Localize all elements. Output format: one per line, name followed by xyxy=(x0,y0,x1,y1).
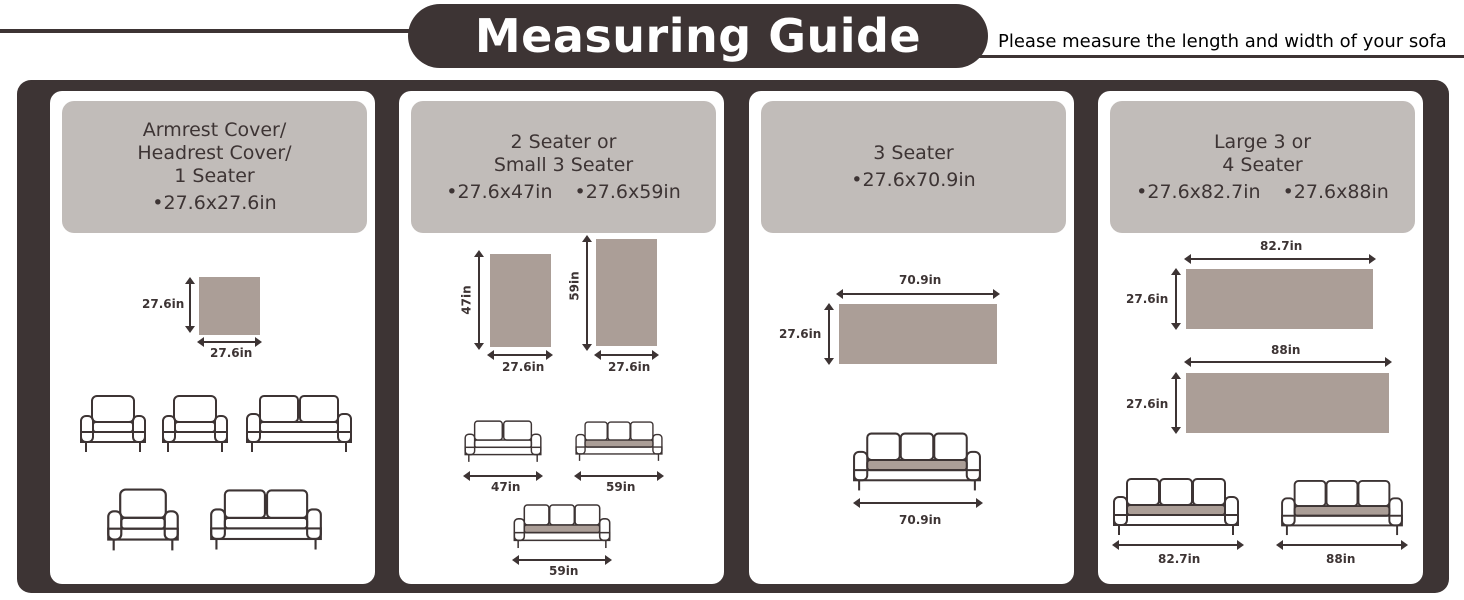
small-sofa-icon xyxy=(574,414,664,469)
three-seater-sofa-icon xyxy=(1110,477,1242,537)
dimension-arrow xyxy=(489,354,551,356)
panel-3-length-label: 70.9in xyxy=(899,273,942,287)
dimension-arrow xyxy=(596,354,657,356)
panel-1-title: Armrest Cover/ Headrest Cover/ 1 Seater xyxy=(137,119,292,187)
dimension-arrow xyxy=(1175,270,1177,328)
small-sofa-icon xyxy=(512,499,612,554)
panel-2-size-2: •27.6x59in xyxy=(574,180,681,203)
loveseat-icon xyxy=(463,414,543,469)
panel-4-seater xyxy=(1098,91,1423,584)
panel-1-size-1: •27.6x27.6in xyxy=(152,192,277,214)
cover-shape-a xyxy=(490,254,551,347)
armchair-icon xyxy=(105,487,181,553)
panel-3-sizes xyxy=(851,169,975,192)
dimension-arrow xyxy=(586,237,588,349)
cover-shape xyxy=(839,304,997,364)
four-seater-sofa-icon xyxy=(1276,479,1408,537)
loveseat-icon xyxy=(244,394,354,454)
panel-3-title: 3 Seater xyxy=(873,142,954,164)
cover-shape-b xyxy=(1186,373,1389,433)
panel-2-title: 2 Seater or Small 3 Seater xyxy=(493,130,634,176)
panel-4-title: Large 3 or 4 Seater xyxy=(1213,130,1312,176)
panel-3-seater xyxy=(749,91,1074,584)
panel-2-b-width-label: 27.6in xyxy=(608,360,651,374)
armchair-icon xyxy=(160,394,230,454)
panel-3-sofa-label: 70.9in xyxy=(899,513,942,527)
panel-2-seater xyxy=(399,91,724,584)
panel-4-sizes xyxy=(1136,181,1389,204)
three-seater-sofa-icon xyxy=(851,431,983,493)
dimension-arrow xyxy=(855,502,981,504)
dimension-arrow xyxy=(465,475,541,477)
panel-3-width-label: 27.6in xyxy=(779,327,822,341)
panel-2-sofa-a-label: 47in xyxy=(491,480,521,494)
armchair-icon xyxy=(78,394,148,454)
panel-4-sofa-b-label: 88in xyxy=(1326,552,1356,566)
cover-shape-a xyxy=(1186,269,1373,329)
dimension-arrow xyxy=(838,293,998,295)
dimension-arrow xyxy=(1186,361,1390,363)
dimension-arrow xyxy=(576,475,662,477)
dimension-arrow xyxy=(189,279,191,331)
panel-3-header xyxy=(761,101,1066,233)
panel-4-sofa-a-label: 82.7in xyxy=(1158,552,1201,566)
dimension-arrow xyxy=(1278,544,1406,546)
panel-1-seater xyxy=(50,91,375,584)
panel-4-a-width-label: 27.6in xyxy=(1126,292,1169,306)
page-title: Measuring Guide xyxy=(408,4,988,68)
header-rule-right xyxy=(976,55,1464,58)
dimension-arrow xyxy=(828,305,830,363)
panel-1-width-label: 27.6in xyxy=(142,297,185,311)
panel-2-sofa-b-label: 59in xyxy=(606,480,636,494)
panel-4-b-length-label: 88in xyxy=(1271,343,1301,357)
square-cover-shape xyxy=(199,277,260,335)
panel-4-size-1: •27.6x82.7in xyxy=(1136,180,1261,203)
panel-1-header xyxy=(62,101,367,233)
panel-2-sofa-c-label: 59in xyxy=(549,564,579,578)
panel-2-sizes xyxy=(446,181,681,204)
dimension-arrow xyxy=(199,341,260,343)
panel-1-length-label: 27.6in xyxy=(210,346,253,360)
panel-2-a-length-label: 47in xyxy=(459,285,474,315)
panel-4-b-width-label: 27.6in xyxy=(1126,397,1169,411)
panel-2-header xyxy=(411,101,716,233)
dimension-arrow xyxy=(514,559,610,561)
panel-2-b-length-label: 59in xyxy=(567,271,582,301)
dimension-arrow xyxy=(1114,544,1242,546)
panel-1-sizes xyxy=(152,192,276,215)
dimension-arrow xyxy=(1175,374,1177,432)
panel-4-a-length-label: 82.7in xyxy=(1260,239,1303,253)
dimension-arrow xyxy=(1186,258,1374,260)
panel-4-size-2: •27.6x88in xyxy=(1282,180,1389,203)
loveseat-icon xyxy=(208,487,324,553)
page-subtitle: Please measure the length and width of your sofa xyxy=(998,31,1447,52)
header-rule-left xyxy=(0,29,412,33)
panel-2-size-1: •27.6x47in xyxy=(446,180,553,203)
dimension-arrow xyxy=(478,252,480,348)
panel-4-header xyxy=(1110,101,1415,233)
cover-shape-b xyxy=(596,239,657,346)
panel-2-a-width-label: 27.6in xyxy=(502,360,545,374)
panel-3-size-1: •27.6x70.9in xyxy=(851,169,976,191)
